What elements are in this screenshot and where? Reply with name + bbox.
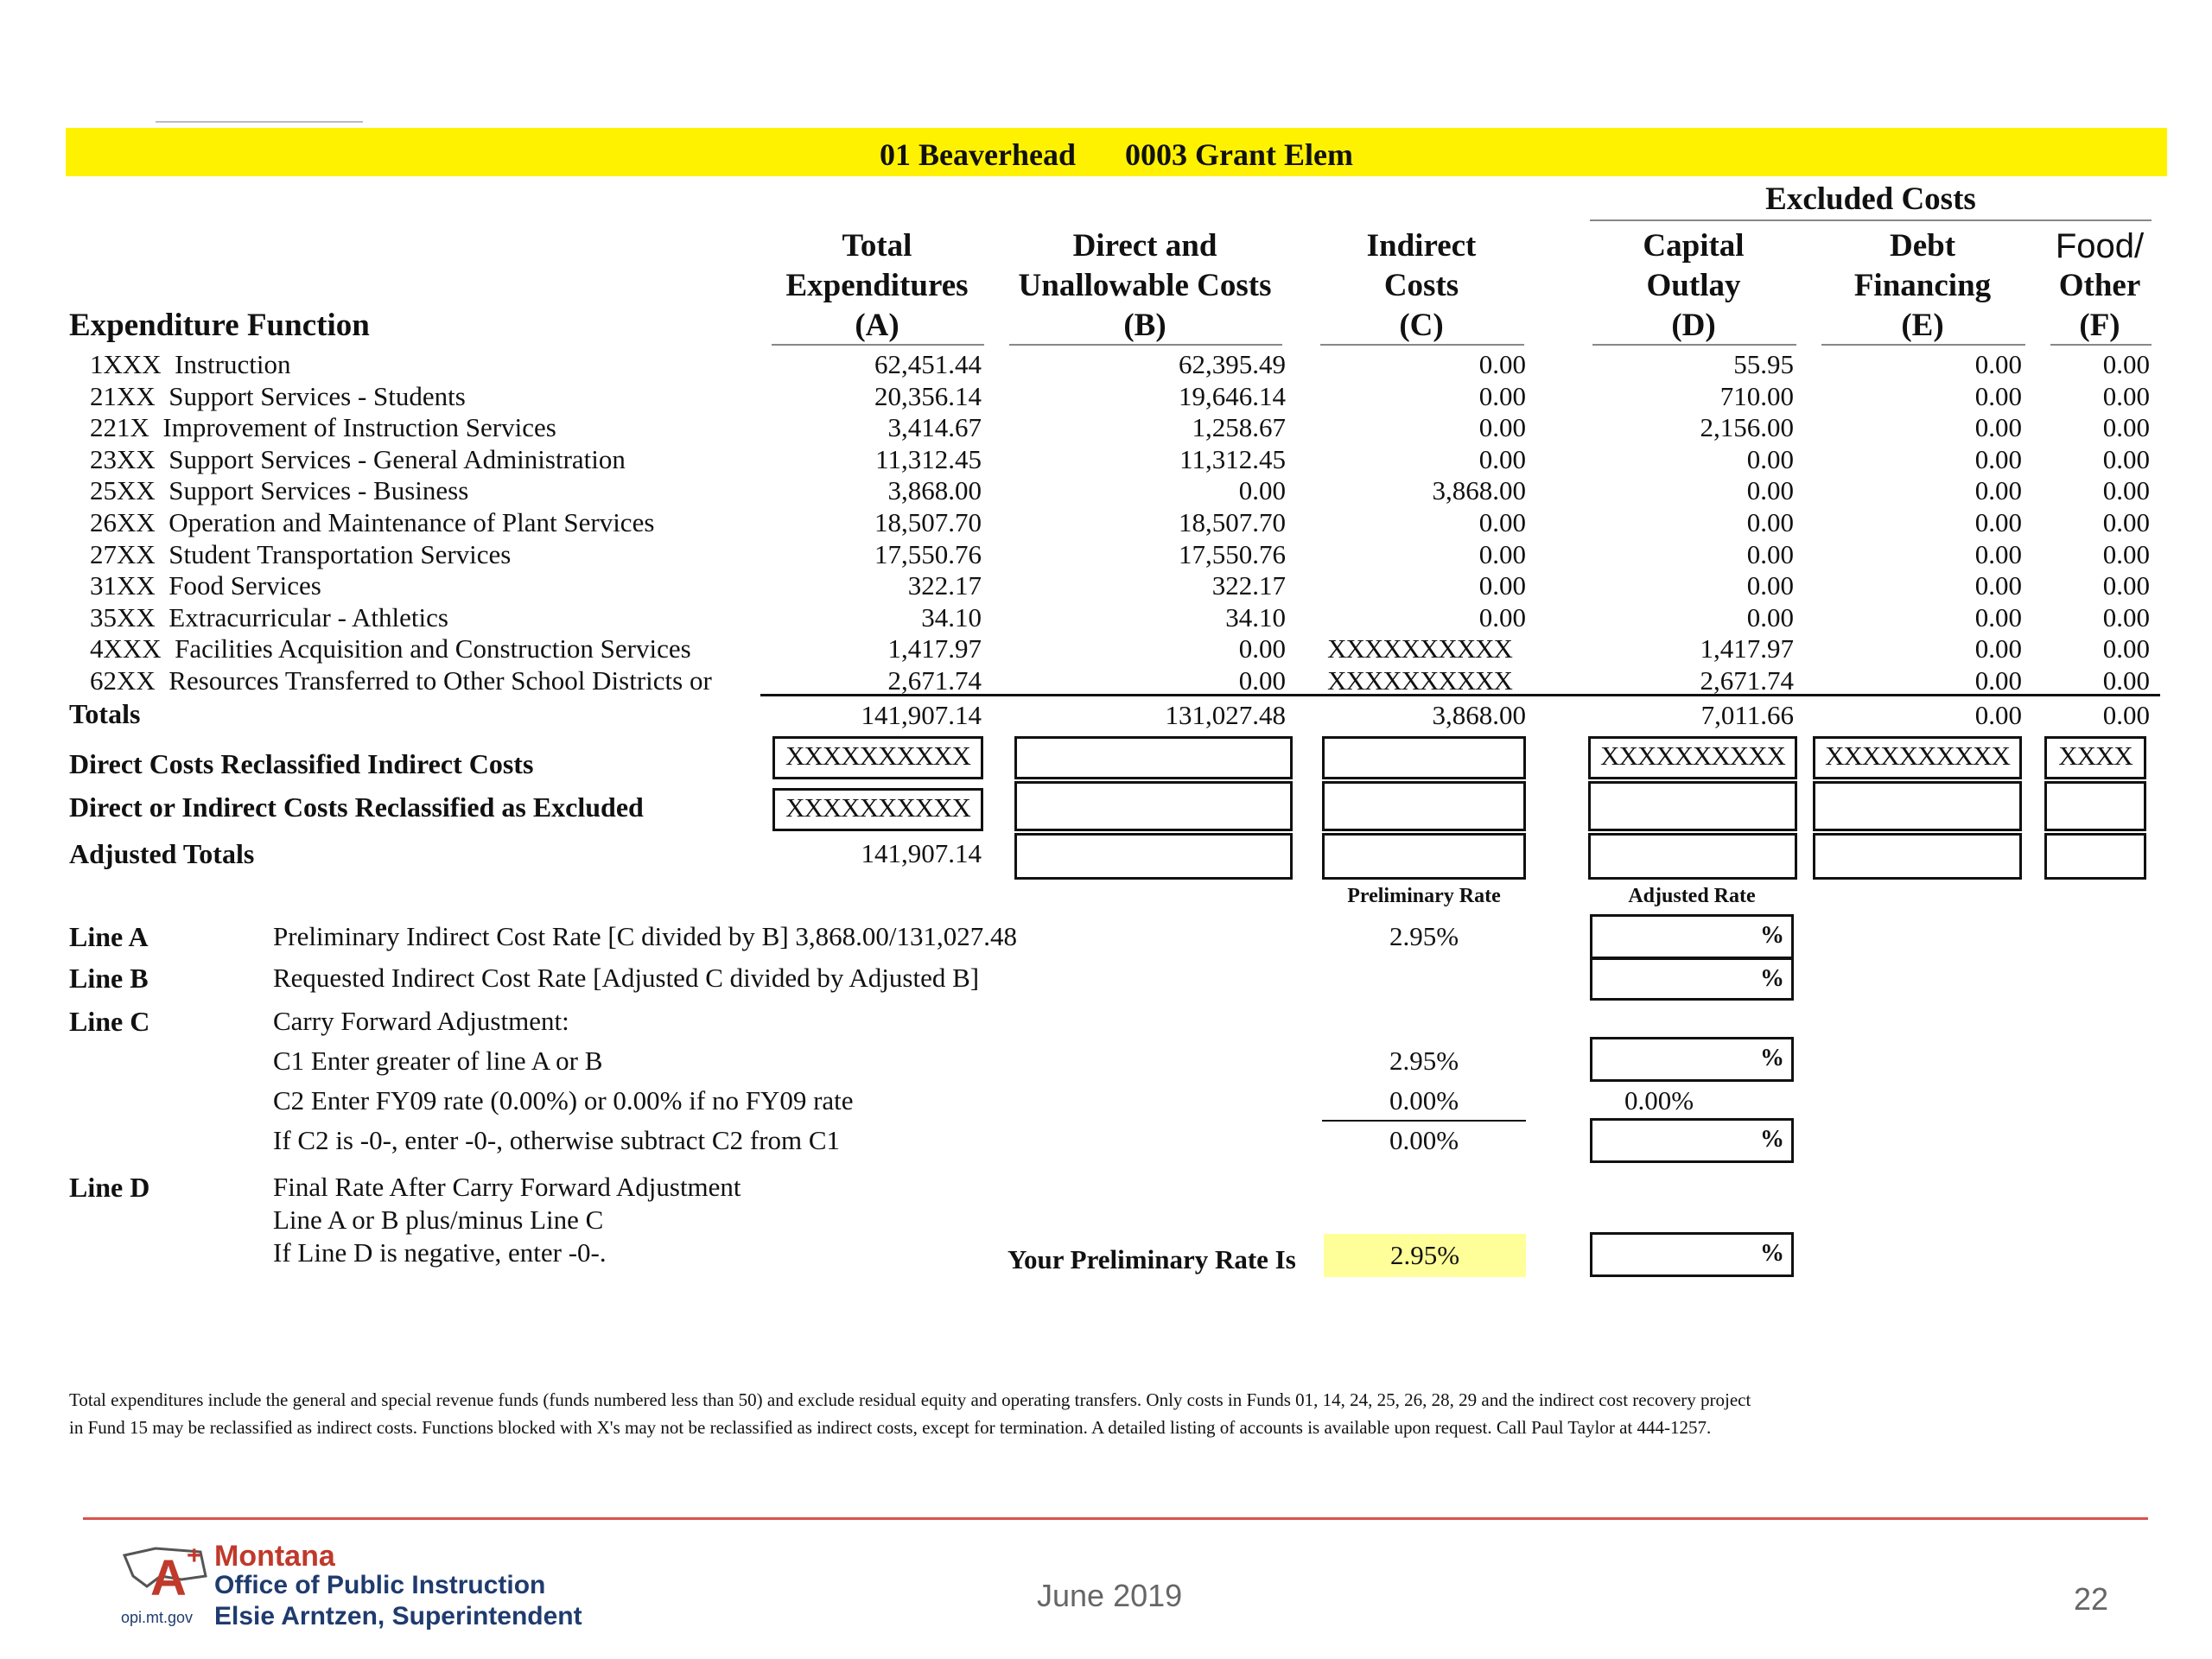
line-c-text: Carry Forward Adjustment: — [273, 1006, 569, 1036]
row-label: 26XX Operation and Maintenance of Plant Services — [90, 507, 655, 537]
cell-f: 0.00 — [2102, 412, 2150, 442]
logo-opi: Office of Public Instruction — [214, 1571, 546, 1599]
cell-c: 0.00 — [1478, 349, 1526, 379]
cell-b: 18,507.70 — [1179, 507, 1286, 537]
reclass-excluded-e-input[interactable] — [1813, 781, 2022, 831]
col-b-rule — [1009, 344, 1282, 346]
cell-f: 0.00 — [2102, 475, 2150, 505]
cell-e: 0.00 — [1974, 475, 2022, 505]
total-c: 3,868.00 — [1432, 700, 1526, 730]
footnote — [69, 1386, 2160, 1441]
line-b-label: Line B — [69, 963, 149, 994]
c3-text: If C2 is -0-, enter -0-, otherwise subtract C2 from C1 — [273, 1125, 841, 1155]
total-f: 0.00 — [2102, 700, 2150, 730]
cell-d: 0.00 — [1746, 475, 1794, 505]
logo-montana: Montana — [214, 1540, 335, 1573]
row-label: 25XX Support Services - Business — [90, 475, 469, 505]
cell-c: 0.00 — [1478, 602, 1526, 632]
total-b: 131,027.48 — [1165, 700, 1286, 730]
cell-a: 11,312.45 — [875, 444, 982, 474]
reclass-indirect-c-input[interactable] — [1322, 736, 1526, 779]
cell-f: 0.00 — [2102, 633, 2150, 664]
cell-a: 17,550.76 — [874, 539, 982, 569]
total-d: 7,011.66 — [1700, 700, 1794, 730]
cell-e: 0.00 — [1974, 633, 2022, 664]
col-c-rule — [1320, 344, 1524, 346]
c3-adjusted-input[interactable]: % — [1590, 1118, 1794, 1163]
cell-f: 0.00 — [2102, 507, 2150, 537]
cell-d: 0.00 — [1746, 444, 1794, 474]
cell-f: 0.00 — [2102, 665, 2150, 696]
totals-label: Totals — [69, 698, 141, 729]
adjusted-total-e-input[interactable] — [1813, 833, 2022, 880]
c2-rule — [1322, 1120, 1526, 1122]
your-rate-value: 2.95% — [1324, 1234, 1526, 1277]
cell-d: 0.00 — [1746, 602, 1794, 632]
cell-c: 0.00 — [1478, 507, 1526, 537]
row-label: 21XX Support Services - Students — [90, 381, 466, 411]
cell-a: 3,414.67 — [887, 412, 982, 442]
cell-f: 0.00 — [2102, 349, 2150, 379]
col-header-d: Capital Outlay (D) — [1643, 228, 1745, 343]
cell-b: 11,312.45 — [1179, 444, 1286, 474]
footnote-line-2: in Fund 15 may be reclassified as indirect costs. Functions blocked with X's may not be reclassified as indirect costs, except for termination. A detailed listing of accounts is available upon request. Call Paul Taylor at 444-1257. — [69, 1417, 1712, 1438]
cell-b: 0.00 — [1238, 665, 1286, 696]
c2-adjusted-value: 0.00% — [1624, 1085, 1694, 1116]
line-a-text: Preliminary Indirect Cost Rate [C divided by B] 3,868.00/131,027.48 — [273, 921, 1018, 951]
slide-date: June 2019 — [1037, 1578, 1183, 1613]
row-label: 221X Improvement of Instruction Services — [90, 412, 556, 442]
cell-e: 0.00 — [1974, 412, 2022, 442]
cell-a: 1,417.97 — [887, 633, 982, 664]
excluded-costs-header: Excluded Costs — [1765, 181, 1976, 217]
row-label: 27XX Student Transportation Services — [90, 539, 512, 569]
montana-map-icon — [121, 1541, 216, 1611]
adjusted-total-b-input[interactable] — [1014, 833, 1293, 880]
adjusted-total-f-input[interactable] — [2044, 833, 2146, 880]
reclass-indirect-b-input[interactable] — [1014, 736, 1293, 779]
cell-b: 17,550.76 — [1179, 539, 1286, 569]
cell-b: 34.10 — [1225, 602, 1286, 632]
row-label: 1XXX Instruction — [90, 349, 291, 379]
cell-c: 0.00 — [1478, 539, 1526, 569]
cell-b: 62,395.49 — [1179, 349, 1286, 379]
cell-e: 0.00 — [1974, 349, 2022, 379]
cell-e: 0.00 — [1974, 444, 2022, 474]
line-b-text: Requested Indirect Cost Rate [Adjusted C divided by Adjusted B] — [273, 963, 980, 993]
row-label: 62XX Resources Transferred to Other School Districts or — [90, 665, 712, 696]
cell-c: 0.00 — [1478, 570, 1526, 601]
line-a-rate: 2.95% — [1389, 921, 1459, 951]
line-c-label: Line C — [69, 1006, 150, 1037]
cell-f: 0.00 — [2102, 444, 2150, 474]
footnote-line-1: Total expenditures include the general and special revenue funds (funds numbered less than 50) and exclude residual equity and operating transfers. Only costs in Funds 01, 14, 24, 25, 26, 28, 29 and the indirect cost recovery project — [69, 1389, 1751, 1410]
adjusted-total-d-input[interactable] — [1588, 833, 1797, 880]
col-header-b: Direct and Unallowable Costs (B) — [1018, 228, 1272, 343]
blocked-cell: XXXXXXXXXX — [772, 788, 983, 831]
cell-b: 1,258.67 — [1192, 412, 1286, 442]
blocked-cell: XXXXXXXXXX — [1588, 736, 1797, 779]
blocked-cell: XXXX — [2044, 736, 2146, 779]
col-d-rule — [1592, 344, 1796, 346]
cell-f: 0.00 — [2102, 602, 2150, 632]
cell-d: 0.00 — [1746, 539, 1794, 569]
adjusted-total-a: 141,907.14 — [861, 838, 982, 868]
cell-f: 0.00 — [2102, 539, 2150, 569]
cell-e: 0.00 — [1974, 665, 2022, 696]
reclass-indirect-label: Direct Costs Reclassified Indirect Costs — [69, 748, 534, 779]
cell-c: 0.00 — [1478, 444, 1526, 474]
row-label: 4XXX Facilities Acquisition and Construction Services — [90, 633, 691, 664]
header-fragment — [156, 111, 363, 123]
total-e: 0.00 — [1974, 700, 2022, 730]
col-header-f: Food/ Other (F) — [2055, 227, 2145, 343]
line-a-label: Line A — [69, 921, 149, 952]
excluded-costs-rule — [1590, 219, 2152, 221]
line-d-adjusted-input[interactable]: % — [1590, 1232, 1794, 1277]
cell-d: 2,671.74 — [1700, 665, 1794, 696]
your-rate-label: Your Preliminary Rate Is — [1007, 1244, 1296, 1274]
cell-d: 2,156.00 — [1700, 412, 1794, 442]
adjusted-totals-label: Adjusted Totals — [69, 838, 255, 869]
cell-c: XXXXXXXXXX — [1327, 633, 1512, 664]
c2-text: C2 Enter FY09 rate (0.00%) or 0.00% if no FY09 rate — [273, 1085, 854, 1116]
cell-a: 2,671.74 — [887, 665, 982, 696]
cell-e: 0.00 — [1974, 602, 2022, 632]
c1-adjusted-input[interactable]: % — [1590, 1037, 1794, 1082]
blocked-cell: XXXXXXXXXX — [772, 736, 983, 779]
cell-c: 0.00 — [1478, 381, 1526, 411]
row-label: 31XX Food Services — [90, 570, 321, 601]
cell-e: 0.00 — [1974, 381, 2022, 411]
cell-f: 0.00 — [2102, 570, 2150, 601]
col-header-a: Total Expenditures (A) — [785, 228, 969, 343]
cell-e: 0.00 — [1974, 507, 2022, 537]
cell-d: 710.00 — [1719, 381, 1794, 411]
cell-b: 19,646.14 — [1179, 381, 1286, 411]
col-a-rule — [772, 344, 984, 346]
col-header-e: Debt Financing (E) — [1853, 228, 1992, 343]
cell-d: 0.00 — [1746, 507, 1794, 537]
district-name: 01 Beaverhead — [880, 137, 1076, 172]
footer-divider — [83, 1517, 2148, 1520]
opi-logo — [121, 1538, 582, 1642]
cell-c: 0.00 — [1478, 412, 1526, 442]
cell-b: 322.17 — [1211, 570, 1286, 601]
reclass-excluded-b-input[interactable] — [1014, 781, 1293, 831]
c1-rate: 2.95% — [1389, 1046, 1459, 1076]
cell-f: 0.00 — [2102, 381, 2150, 411]
reclass-excluded-f-input[interactable] — [2044, 781, 2146, 831]
col-header-c: Indirect Costs (C) — [1366, 228, 1477, 343]
cell-a: 3,868.00 — [887, 475, 982, 505]
total-a: 141,907.14 — [861, 700, 982, 730]
cell-a: 322.17 — [907, 570, 982, 601]
preliminary-rate-header: Preliminary Rate — [1347, 885, 1501, 907]
c2-rate: 0.00% — [1389, 1085, 1459, 1116]
line-b-adjusted-input[interactable]: % — [1590, 957, 1794, 1001]
blocked-cell: XXXXXXXXXX — [1813, 736, 2022, 779]
adjusted-rate-header: Adjusted Rate — [1628, 885, 1756, 907]
row-label: 35XX Extracurricular - Athletics — [90, 602, 448, 632]
col-e-rule — [1821, 344, 2025, 346]
slide-number: 22 — [2073, 1581, 2108, 1617]
reclass-excluded-d-input[interactable] — [1588, 781, 1797, 831]
cell-d: 0.00 — [1746, 570, 1794, 601]
cell-a: 20,356.14 — [874, 381, 982, 411]
cell-d: 55.95 — [1733, 349, 1794, 379]
cell-c: XXXXXXXXXX — [1327, 665, 1512, 696]
line-d-text-3: If Line D is negative, enter -0-. — [273, 1237, 607, 1268]
cell-a: 18,507.70 — [874, 507, 982, 537]
svg-text:+: + — [187, 1541, 202, 1570]
c1-text: C1 Enter greater of line A or B — [273, 1046, 603, 1076]
row-label: 23XX Support Services - General Administration — [90, 444, 626, 474]
cell-a: 34.10 — [921, 602, 982, 632]
totals-rule — [760, 694, 2160, 696]
cell-b: 0.00 — [1238, 475, 1286, 505]
logo-url: opi.mt.gov — [121, 1609, 194, 1626]
line-d-label: Line D — [69, 1172, 150, 1203]
line-d-text-1: Final Rate After Carry Forward Adjustment — [273, 1172, 741, 1202]
svg-text:A: A — [150, 1550, 187, 1606]
school-name: 0003 Grant Elem — [1124, 137, 1353, 172]
logo-superintendent: Elsie Arntzen, Superintendent — [214, 1602, 582, 1630]
cell-a: 62,451.44 — [874, 349, 982, 379]
cell-c: 3,868.00 — [1432, 475, 1526, 505]
line-a-adjusted-input[interactable]: % — [1590, 914, 1794, 959]
cell-b: 0.00 — [1238, 633, 1286, 664]
reclass-excluded-label: Direct or Indirect Costs Reclassified as Excluded — [69, 791, 644, 823]
district-banner — [66, 128, 2167, 176]
reclass-excluded-c-input[interactable] — [1322, 781, 1526, 831]
c3-rate: 0.00% — [1389, 1125, 1459, 1155]
adjusted-total-c-input[interactable] — [1322, 833, 1526, 880]
line-d-text-2: Line A or B plus/minus Line C — [273, 1205, 604, 1235]
col-f-rule — [2050, 344, 2152, 346]
cell-e: 0.00 — [1974, 539, 2022, 569]
cell-e: 0.00 — [1974, 570, 2022, 601]
cell-d: 1,417.97 — [1700, 633, 1794, 664]
expenditure-function-header: Expenditure Function — [69, 308, 370, 343]
